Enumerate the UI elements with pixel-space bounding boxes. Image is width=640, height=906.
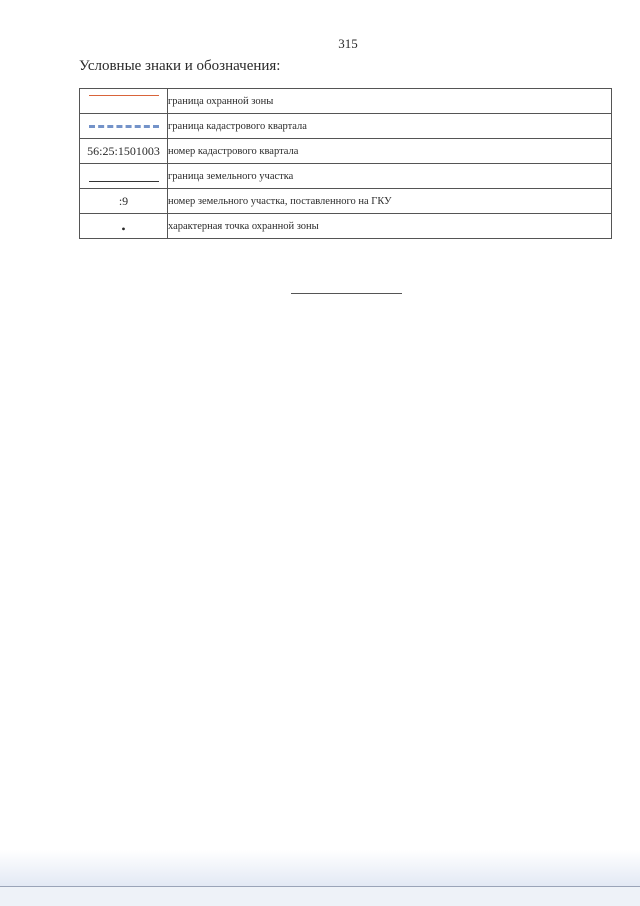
scan-page-edge [0, 886, 640, 906]
page-number: 315 [338, 36, 358, 51]
legend-description: номер земельного участка, поставленного на ГКУ [168, 189, 612, 214]
legend-description: характерная точка охранной зоны [168, 214, 612, 239]
scan-shadow [0, 850, 640, 890]
legend-row-characteristic-point [80, 214, 612, 239]
legend-row-land-plot-number [80, 189, 612, 214]
legend-symbol-text: 56:25:1501003 [80, 139, 168, 164]
legend-symbol-cell [80, 214, 168, 239]
blue-dashed-line-icon [89, 125, 159, 128]
legend-symbol-cell [80, 164, 168, 189]
legend-symbol-text: :9 [80, 189, 168, 214]
legend-symbol-cell [80, 89, 168, 114]
point-dot-icon: • [121, 221, 126, 236]
legend-description: граница охранной зоны [168, 89, 612, 114]
legend-row-protection-zone-border [80, 89, 612, 114]
legend-description: граница кадастрового квартала [168, 114, 612, 139]
legend-title: Условные знаки и обозначения: [79, 58, 281, 74]
black-solid-line-icon [89, 181, 159, 182]
legend-description: граница земельного участка [168, 164, 612, 189]
legend-row-cadastral-block-number [80, 139, 612, 164]
legend-description: номер кадастрового квартала [168, 139, 612, 164]
red-solid-line-icon [89, 95, 159, 96]
end-of-section-rule [291, 293, 402, 294]
legend-row-cadastral-block-border [80, 114, 612, 139]
legend-table [79, 88, 612, 239]
legend-symbol-cell [80, 114, 168, 139]
legend-row-land-plot-border [80, 164, 612, 189]
